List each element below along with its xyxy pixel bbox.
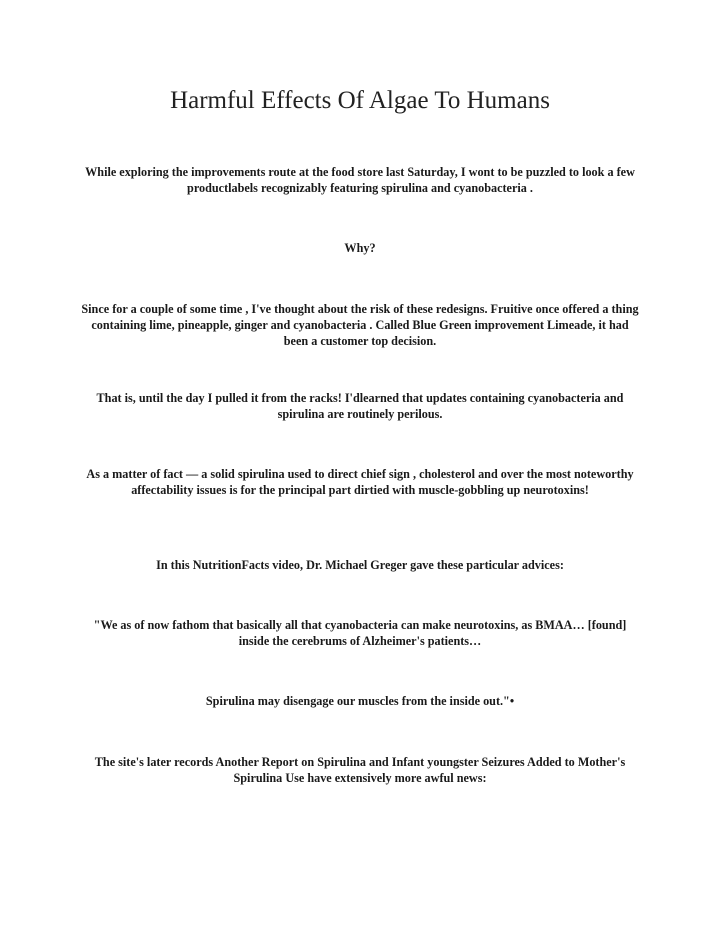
paragraph-fruitive: Since for a couple of some time , I've thought about the risk of these redesigns. Fruitive once offered a thing containing lime, pineapple, ginger and cyanobacteria . Called Blue Green improvement Limeade, it had been a customer top decision. [81, 302, 639, 348]
paragraph-report: The site's later records Another Report on Spirulina and Infant youngster Seizures Added to Mother's Spirulina Use have extensively more awful news: [94, 755, 626, 785]
paragraph-neurotoxins: As a matter of fact — a solid spirulina used to direct chief sign , cholesterol and over the most noteworthy affectability issues is for the principal part dirtied with muscle-gobbling up neurotoxins! [86, 467, 634, 497]
paragraph-muscles: Spirulina may disengage our muscles from the inside out."• [205, 694, 515, 708]
paragraph-racks: That is, until the day I pulled it from the racks! I'dlearned that updates containing cyanobacteria and spirulina are routinely perilous. [96, 391, 624, 421]
paragraph-why: Why? [344, 241, 376, 255]
paragraph-intro: While exploring the improvements route at the food store last Saturday, I wont to be puzzled to look a few productlabels recognizably featuring spirulina and cyanobacteria . [85, 165, 635, 195]
page-title: Harmful Effects Of Algae To Humans [170, 87, 550, 114]
paragraph-video: In this NutritionFacts video, Dr. Michael Greger gave these particular advices: [156, 558, 564, 572]
paragraph-quote: "We as of now fathom that basically all that cyanobacteria can make neurotoxins, as BMAA… [found] inside the cerebrums of Alzheimer's patients… [93, 618, 627, 648]
